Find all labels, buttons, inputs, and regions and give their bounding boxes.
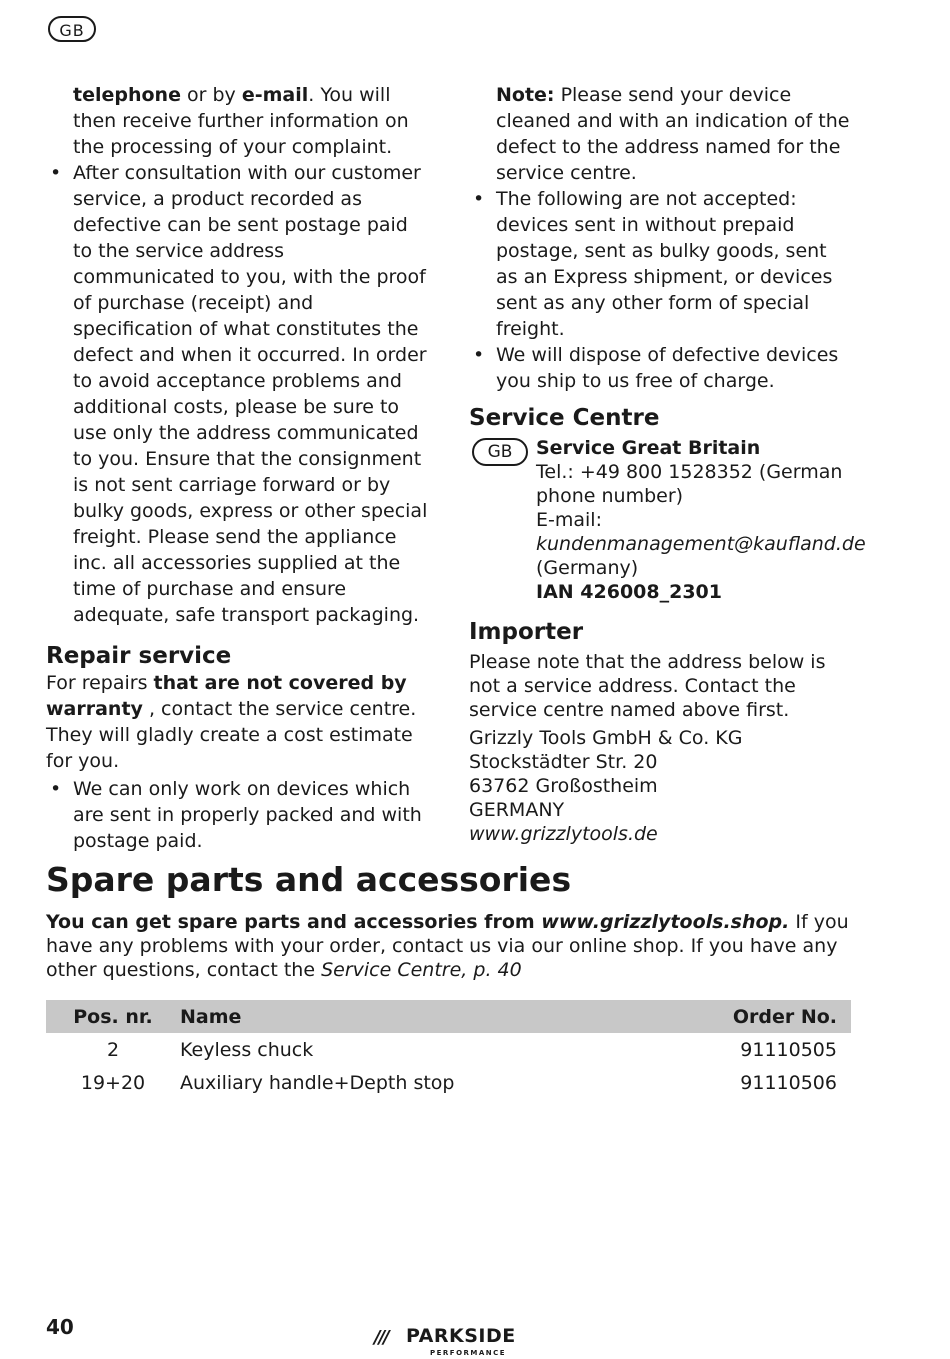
importer-heading: Importer: [469, 619, 584, 645]
service-email-address[interactable]: kundenmanagement@kaufland.de: [536, 533, 866, 555]
language-badge: GB: [48, 16, 96, 42]
text-fragment: , contact the service centre. They will gladly create a cost estimate for you.: [46, 698, 417, 772]
cell-pos: 19+20: [80, 1071, 146, 1094]
left-column: [46, 82, 431, 854]
service-centre-reference: Service Centre, p. 40: [321, 959, 522, 981]
service-telephone: Tel.: +49 800 1528352 (German phone number): [536, 461, 843, 507]
table-row: [46, 1033, 851, 1066]
table-header-row: [46, 1000, 851, 1033]
note-text: [469, 82, 854, 186]
warranty-emphasis: that are not covered by warranty: [46, 672, 407, 720]
bullet-packed-devices: • We can only work on devices which are sent in properly packed and with postage paid.: [46, 776, 431, 854]
bullet-send-product: • After consultation with our customer service, a product recorded as defective can be sent postage paid to the service address communicated to you, with the proof of purchase (receipt) and specification of what constitutes the defect and when it occurred. In order to avoid acceptance problems and additional costs, please be sure to use only the address communicated to you. Ensure that the consignment is not sent carriage forward or by bulky goods, express or other special freight. Please send the appliance inc. all accessories supplied at the time of purchase and ensure adequate, safe transport packaging.: [46, 160, 431, 628]
cell-order: 91110506: [740, 1071, 837, 1094]
header-name: Name: [180, 1000, 649, 1033]
complaint-contact-text: [46, 82, 431, 160]
service-country: (Germany): [536, 557, 639, 579]
intro-bold: You can get spare parts and accessories from: [46, 911, 542, 933]
spare-parts-heading: Spare parts and accessories: [46, 860, 572, 899]
text-fragment: For repairs: [46, 672, 154, 694]
service-ian: [536, 580, 854, 604]
repair-service-text: [46, 670, 431, 774]
repair-service-heading: Repair service: [46, 643, 232, 669]
text-fragment: or by: [180, 84, 242, 106]
service-centre-heading: Service Centre: [469, 405, 660, 431]
spare-parts-intro: [46, 910, 851, 982]
importer-company: Grizzly Tools GmbH & Co. KG: [469, 727, 743, 749]
importer-city: 63762 Großostheim: [469, 775, 658, 797]
text-fragment: If you have any problems with your order, contact us via our online shop. If you have any other questions, contact the: [46, 911, 849, 981]
page-number: 40: [46, 1315, 74, 1339]
service-email-link[interactable]: [536, 532, 866, 556]
logo-brand: PARKSIDE: [406, 1325, 516, 1347]
text-fragment: Please send your device cleaned and with an indication of the defect to the address named for the service centre.: [496, 84, 850, 184]
parkside-logo: [374, 1323, 534, 1359]
importer-website-link[interactable]: www.grizzlytools.de: [469, 823, 658, 845]
telephone-emphasis: telephone: [73, 84, 181, 106]
service-name-bold: Service Great Britain: [536, 437, 761, 459]
text-fragment: . You will then receive further information on the processing of your complaint.: [73, 84, 409, 158]
bullet-not-accepted: • The following are not accepted: devices sent in without prepaid postage, sent as bulky goods, sent as an Express shipment, or devices sent as any other form of special freight.: [469, 186, 854, 342]
cell-pos: 2: [106, 1038, 120, 1061]
header-pos-nr: Pos. nr.: [46, 1000, 180, 1033]
service-name: [536, 436, 854, 460]
email-emphasis: e-mail: [241, 84, 309, 106]
table-row: [46, 1066, 851, 1099]
service-centre-block: [469, 436, 866, 604]
cell-name: Keyless chuck: [180, 1038, 314, 1061]
cell-name: Auxiliary handle+Depth stop: [180, 1071, 455, 1094]
note-label: Note:: [496, 84, 555, 106]
importer-street: Stockstädter Str. 20: [469, 751, 658, 773]
header-order-no: Order No.: [649, 1000, 851, 1033]
logo-subtitle: PERFORMANCE: [430, 1349, 507, 1357]
bullet-dispose: • We will dispose of defective devices you ship to us free of charge.: [469, 342, 854, 394]
spare-parts-table: [46, 1000, 851, 1099]
right-column: [469, 82, 866, 846]
ian-number: IAN 426008_2301: [536, 581, 722, 603]
logo-stripes-icon: ///: [374, 1327, 388, 1348]
shop-url-link[interactable]: www.grizzlytools.shop.: [541, 911, 790, 933]
importer-note: Please note that the address below is not a service address. Contact the service centre named above first.: [469, 651, 826, 721]
service-email-label: E-mail:: [536, 509, 602, 531]
importer-block: [469, 650, 854, 846]
importer-country: GERMANY: [469, 799, 565, 821]
service-gb-badge: GB: [472, 438, 528, 466]
cell-order: 91110505: [740, 1038, 837, 1061]
importer-website[interactable]: [469, 822, 854, 846]
